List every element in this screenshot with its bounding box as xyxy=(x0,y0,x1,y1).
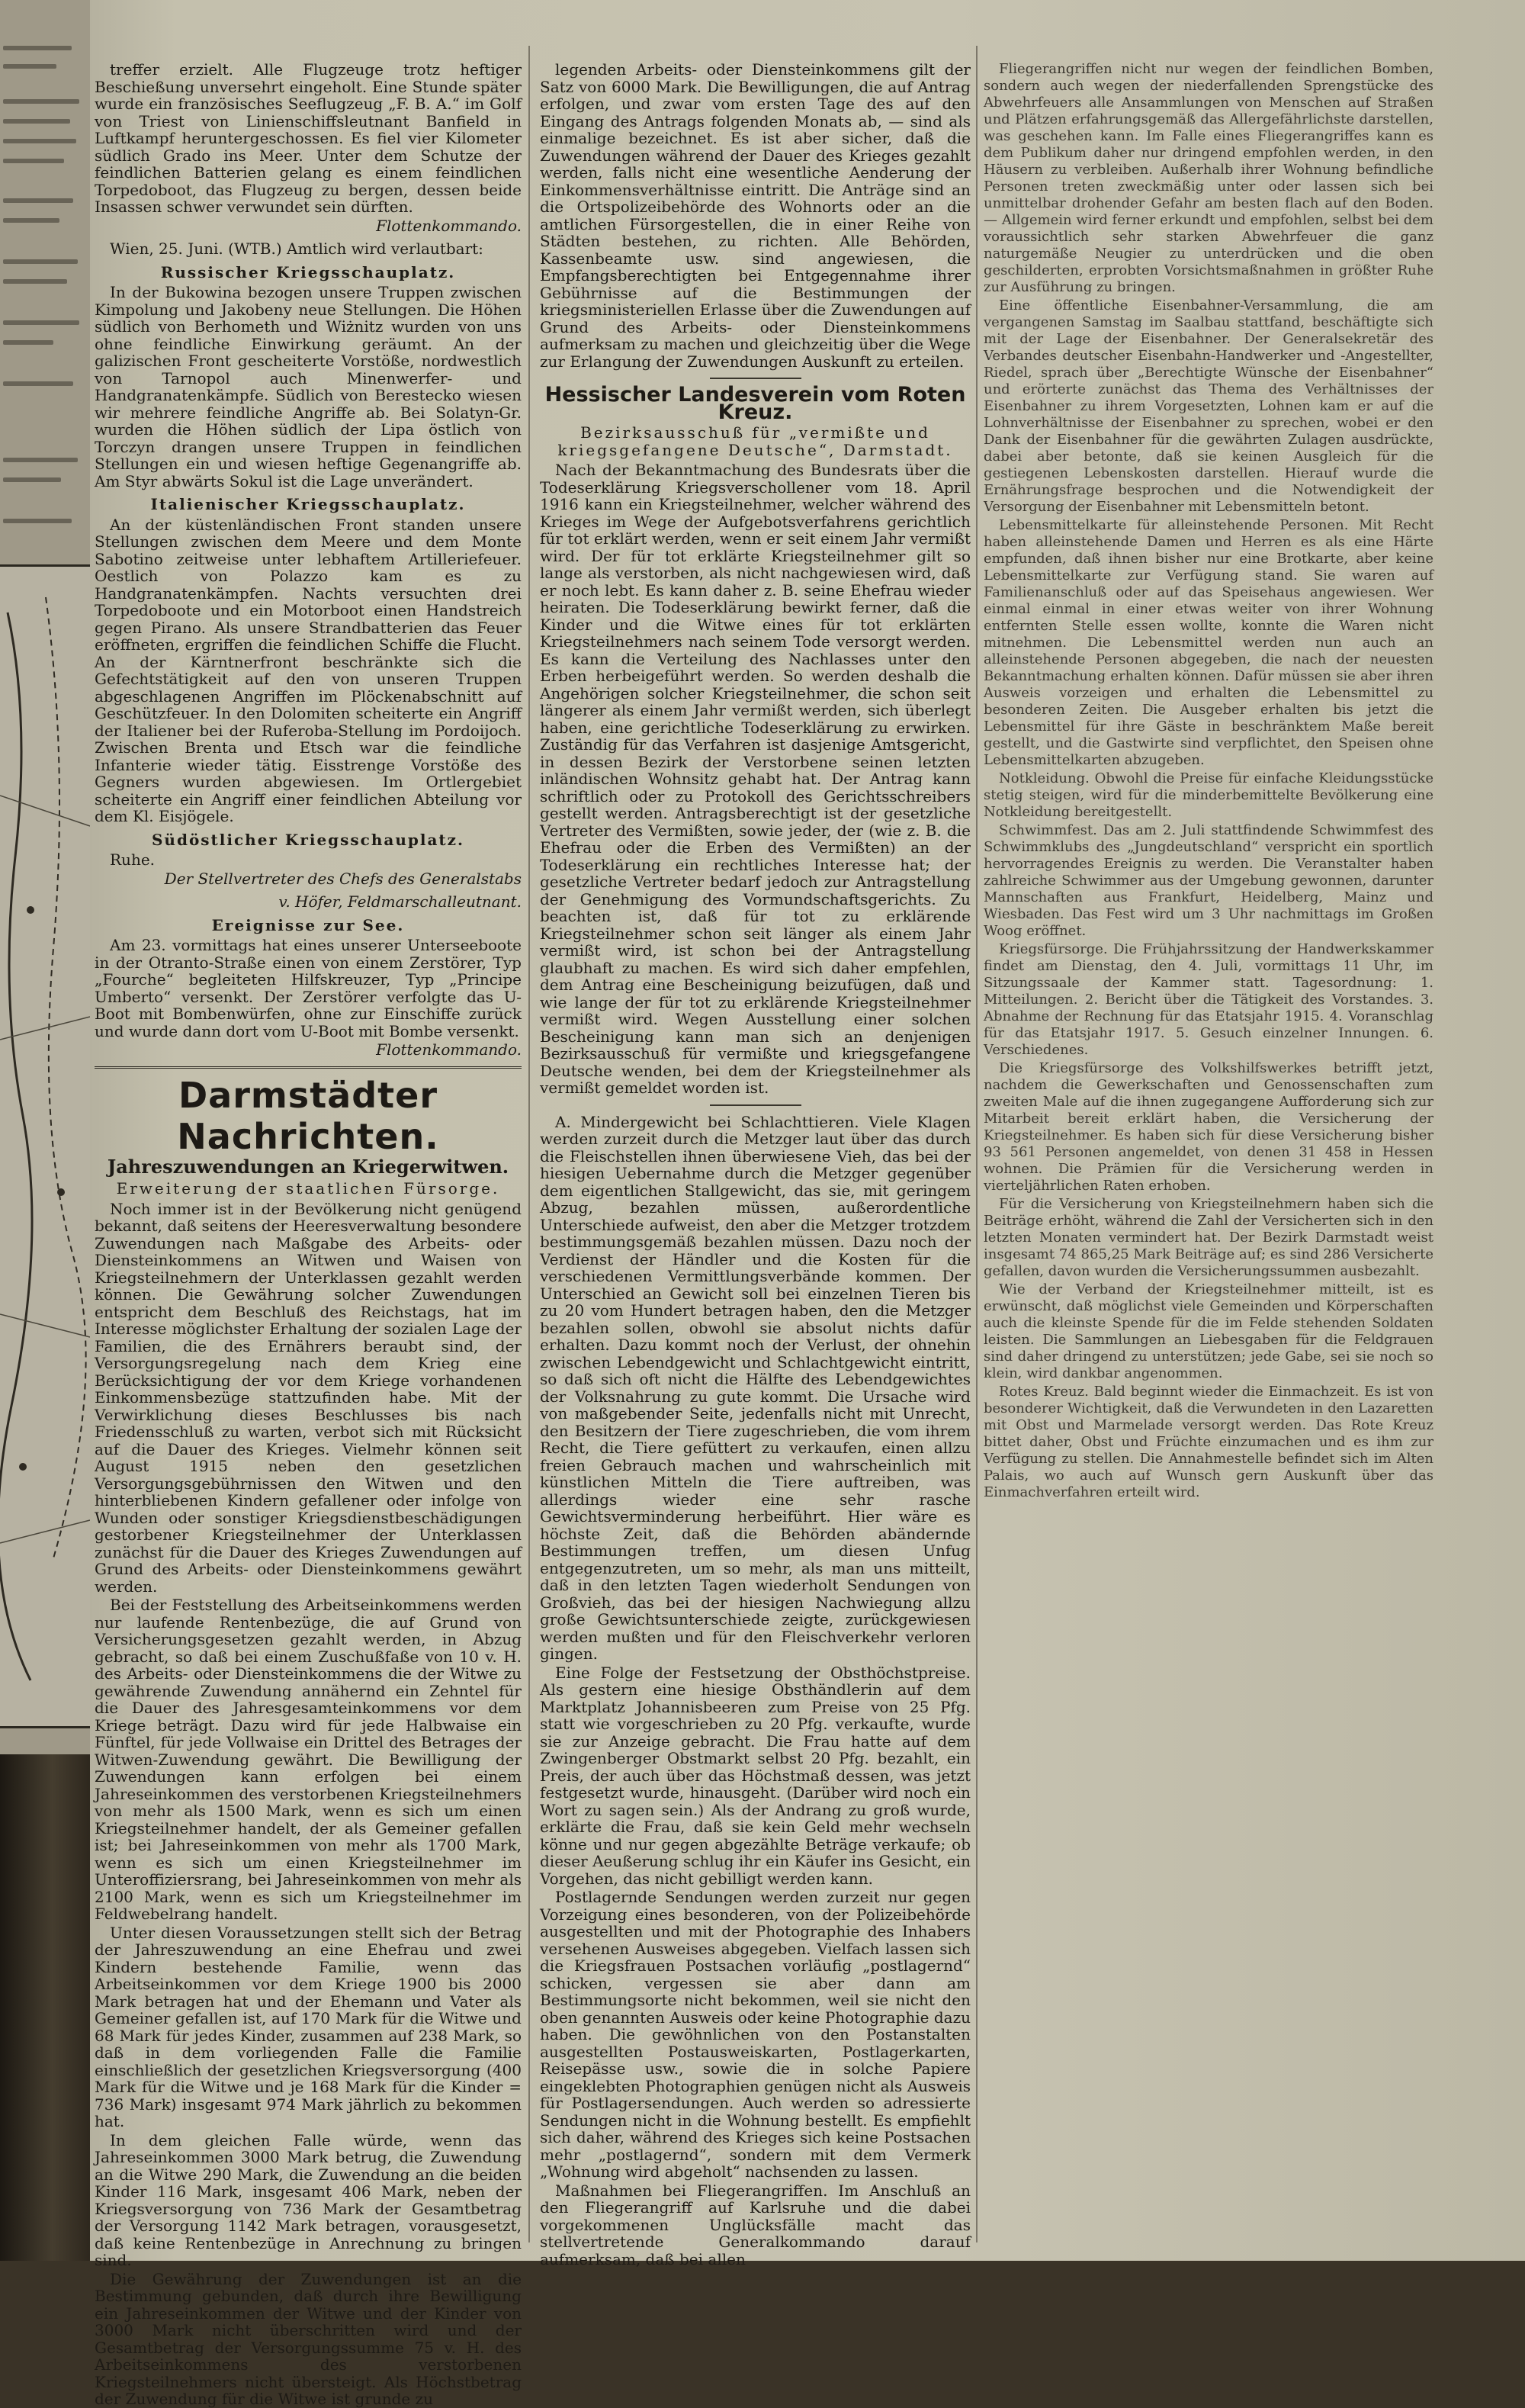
news-item: Eine Folge der Festsetzung der Obsthöchstpreise. Als gestern eine hiesige Obsthändlerin auf dem Marktplatz Johannisbeeren zum Preise von 25 Pfg. statt wie vorgeschrieben zu 20 Pfg. verkaufte, wurde sie zur Anzeige gebracht. Die Frau hatte auf dem Zwingenberger Obstmarkt selbst 20 Pfg. bezahlt, ein Preis, der auch über das Höchstmaß dessen, was jetzt festgesetzt wurde, hinausgeht. (Darüber wird noch ein Wort zu sagen sein.) Als der Andrang zu groß wurde, erklärte die Frau, daß sie kein Geld mehr wechseln könne und nur gegen abgezählte Beträge verkaufe; ob dieser Aeußerung schlug ihr ein Käufer ins Gesicht, ein Vorgehen, das nicht gebilligt werden kann. xyxy=(540,1663,971,1888)
article-paragraph: Nach der Bekanntmachung des Bundesrats über die Todeserklärung Kriegsverschollener vom 18. April 1916 kann ein Kriegsteilnehmer, welcher während des Krieges im Wege der Aufgebotsverfahrens gerichtlich für tot erklärt werden, wenn er seit einem Jahr vermißt wird. Der für tot erklärte Kriegsteilnehmer gilt so lange als verstorben, als nicht nachgewiesen wird, daß er noch lebt. Es kann daher z. B. seine Ehefrau wieder heiraten. Die Todeserklärung bewirkt ferner, daß die Kinder und die Witwe eines für tot erklärten Kriegsteilnehmers nach seinem Tode versorgt werden. Es kann die Verteilung des Nachlasses unter den Erben herbeigeführt werden. So werden deshalb die Angehörigen solcher Kriegsteilnehmer, die schon seit längerer als einem Jahr vermißt werden, sich überlegt haben, eine gerichtliche Todeserklärung zu erwirken. Zuständig für das Verfahren ist dasjenige Amtsgericht, in dessen Bezirk der Verstorbene seinen letzten inländischen Wohnsitz gehabt hat. Der Antrag kann schriftlich oder zu Protokoll des Gerichtsschreibers gestellt werden. Antragsberechtigt ist der gesetzliche Vertreter des Vermißten, sowie jeder, der (wie z. B. die Ehefrau oder die Erben des Vermißten) an der Todeserklärung ein rechtliches Interesse hat; der gesetzliche Vertreter bedarf jedoch zur Antragstellung der Genehmigung des Vormundschaftsgerichts. Zu beachten ist, daß für tot zu erklärende Kriegsteilnehmer schon seit länger als einem Jahr vermißt wird, ist schon bei der Antragstellung glaubhaft zu machen. Es wird sich daher empfehlen, dem Antrag eine Bescheinigung beizufügen, daß und wie lange der für tot zu erklärende Kriegsteilnehmer vermißt wird. Wegen Ausstellung einer solchen Bescheinigung kann man sich an denjenigen Bezirksausschuß für vermißte und kriegsgefangene Deutsche wenden, bei dem der Kriegsteilnehmer als vermißt gemeldet worden ist. xyxy=(540,461,971,1097)
report-text: In der Bukowina bezogen unsere Truppen zwischen Kimpolung und Jakobeny neue Stellungen. Die Höhen südlich von Berhometh und Wiżnitz wurden von uns ohne feindliche Einwirkung geräumt. An der galizischen Front gescheiterte Vorstöße, nordwestlich von Tarnopol auch Minenwerfer- und Handgranatenkämpfe. Südlich von Berestecko wiesen wir mehrere feindliche Angriffe ab. Bei Solatyn-Gr. wurden die Höhen südlich der Lipa östlich von Torczyn drangen unsere Truppen in feindlichen Stellungen ein und wiesen heftige Gegenangriffe ab. Am Styr abwärts Sokul ist die Lage unverändert. xyxy=(95,283,522,490)
article-title: Jahreszuwendungen an Kriegerwitwen. xyxy=(107,1155,509,1178)
column-rule xyxy=(528,46,530,2242)
news-item: Lebensmittelkarte für alleinstehende Personen. Mit Recht haben alleinstehende Damen und Herren es als eine Härte empfunden, daß ihnen bisher nur eine Brotkarte, aber keine Lebensmittelkarte zur Verfügung stand. Sie waren auf Familienanschluß oder auf das Speisehaus angewiesen. Wer einmal einmal in einer etwas weiter von ihrer Wohnung entfernten Stelle essen wollte, konnte die Waren nicht mitnehmen. Die Lebensmittel werden nun auch an alleinstehende Personen abgegeben, die nach der neuesten Bekanntmachung erhalten können. Dafür müssen sie aber ihren Ausweis vorzeigen und erhalten die Lebensmittel zu besonderen Zeiten. Die Ausgeber erhalten bis jetzt die Lebensmittel für ihre Gäste in beschränktem Maße bereit gestellt, und die Gastwirte sind verpflichtet, den Speisen ohne Lebensmittelkarten abzugeben. xyxy=(984,517,1434,768)
article-paragraph: Die Gewährung der Zuwendungen ist an die Bestimmung gebunden, daß durch ihre Bewilligung ein Jahreseinkommen der Witwe und der Kinder von 3000 Mark nicht überschritten wird und der Gesamtbetrag der Versorgungssumme 75 v. H. des Arbeitseinkommens des verstorbenen Kriegsteilnehmers nicht übersteigt. Als Höchstbetrag der Zuwendung für die Witwe ist grunde zu xyxy=(95,2269,522,2408)
section-heading: Italienischer Kriegsschauplatz. xyxy=(150,495,466,513)
column-2 xyxy=(540,60,971,2268)
report-text: treffer erzielt. Alle Flugzeuge trotz heftiger Beschießung unversehrt eingeholt. Eine Stunde später wurde ein französisches Seeflugzeug „F. B. A.“ im Golf von Triest von Linienschiffsleutnant Banfield in Luftkampf heruntergeschossen. Es fiel vier Kilometer südlich Grado ins Meer. Unter dem Schutze der feindlichen Batterien gelang es einem feindlichen Torpedoboot, das Flugzeug zu bergen, dessen beide Insassen schwer verwundet sein dürften. xyxy=(95,60,522,216)
news-item: Wie der Verband der Kriegsteilnehmer mitteilt, ist es erwünscht, daß möglichst viele Gemeinden und Körperschaften auch die kleinste Spende für die im Felde stehenden Soldaten leisten. Die Sammlungen an Liebesgaben für die Feldgrauen sind daher dringend zu unterstützen; jede Gabe, sei sie noch so klein, wird dankbar angenommen. xyxy=(984,1281,1434,1381)
dateline: Wien, 25. Juni. (WTB.) Amtlich wird verlautbart: xyxy=(110,240,483,258)
section-heading: Südöstlicher Kriegsschauplatz. xyxy=(151,830,464,849)
article-paragraph: Bei der Feststellung des Arbeitseinkommens werden nur laufende Rentenbezüge, die auf Grund von Versicherungsgesetzen gezahlt werden, in Abzug gebracht, so daß bei einem Zuschußfaße von 10 v. H. des Arbeits- oder Diensteinkommens die der Witwe zu gewährende Zuwendung annähernd ein Zehntel für die Dauer des Jahresgesamteinkommens vor dem Kriege beträgt. Dazu wird für jede Halbwaise ein Fünftel, für jede Vollwaise ein Drittel des Betrages der Witwen-Zuwendung gewährt. Die Bewilligung der Zuwendungen kann erfolgen bei einem Jahreseinkommen des verstorbenen Kriegsteilnehmers von mehr als 1500 Mark, wenn es sich um einen Kriegsteilnehmer handelt, der als Gemeiner gefallen ist; bei Jahreseinkommen von mehr als 1700 Mark, wenn es sich um einen Kriegsteilnehmer im Unteroffiziersrang, bei Jahreseinkommen von mehr als 2100 Mark, wenn es sich um Kriegsteilnehmer im Feldwebelrang handelt. xyxy=(95,1596,522,1923)
article-paragraph: Unter diesen Voraussetzungen stellt sich der Betrag der Jahreszuwendung an eine Ehefrau und zwei Kindern bestehende Familie, wenn das Arbeitseinkommen vor dem Kriege 1900 bis 2000 Mark betragen hat und der Ehemann und Vater als Gemeiner gefallen ist, auf 170 Mark für die Witwe und 68 Mark für jedes Kinder, zusammen auf 238 Mark, so daß in dem vorliegenden Falle die Familie einschließlich der gesetzlichen Kriegsversorgung (400 Mark für die Witwe und je 168 Mark für die Kinder = 736 Mark) insgesamt 974 Mark jährlich zu bekommen hat. xyxy=(95,1923,522,2130)
column-1 xyxy=(95,60,522,2408)
signature: Flottenkommando. xyxy=(376,216,522,235)
masthead: Darmstädter Nachrichten. xyxy=(177,1074,439,1157)
news-item: Postlagernde Sendungen werden zurzeit nur gegen Vorzeigung eines besonderen, von der Polizeibehörde ausgestellten und mit der Photographie des Inhabers versehenen Ausweises abgegeben. Vielfach lassen sich die Kriegsfrauen Postsachen vorläufig „postlagernd“ schicken, vergessen sie aber dann am Bestimmungsorte nicht bekommen, weil sie nicht den oben genannten Ausweis oder keine Photographie dazu haben. Die gewöhnlichen von den Postanstalten ausgestellten Postausweiskarten, Postlagerkarten, Reisepässe usw., sowie die in solche Papiere eingeklebten Photographien genügen nicht als Ausweis für Postlagersendungen. Auch werden so adressierte Sendungen nicht in die Wohnung bestellt. Es empfiehlt sich daher, während des Krieges sich keine Postsachen mehr „postlagernd“, sondern mit dem Vermerk „Wohnung wird abgeholt“ nachsenden zu lassen. xyxy=(540,1888,971,2181)
news-item: Fliegerangriffen nicht nur wegen der feindlichen Bomben, sondern auch wegen der niederfallenden Sprengstücke des Abwehrfeuers alle Ansammlungen von Menschen auf Straßen und Plätzen erfahrungsgemäß das Allergefährlichste darstellen, was geschehen kann. Im Falle eines Fliegerangriffes kann es dem Publikum daher nur dringend empfohlen werden, in den Häusern zu verbleiben. Außerhalb ihrer Wohnung befindliche Personen treten zweckmäßig unter oder lassen sich bei unmittelbar drohender Gefahr am besten flach auf den Boden. — Allgemein wird ferner erkundt und empfohlen, selbst bei dem voraussichtlich sehr starken Abwehrfeuer die ganz naturgemäße Neugier zu unterdrücken und die oben geschilderten, erprobten Vorsichtsmaßnahmen in größter Ruhe zur Ausführung zu bringen. xyxy=(984,61,1434,295)
signature: v. Höfer, Feldmarschalleutnant. xyxy=(278,892,522,911)
divider xyxy=(710,378,801,379)
report-text: An der küstenländischen Front standen unsere Stellungen zwischen dem Meere und dem Monte Sabotino zeitweise unter lebhaftem Artilleriefeuer. Oestlich von Polazzo kam es zu Handgranatenkämpfen. Nachts versuchten drei Torpedoboote und ein Motorboot einen Handstreich gegen Pirano. Als unsere Strandbatterien das Feuer eröffneten, ergriffen die feindlichen Schiffe die Flucht. An der Kärntnerfront beschränkte sich die Gefechtstätigkeit auf den von unseren Truppen abgeschlagenen Angriffen im Plöckenabschnitt auf Geschützfeuer. In den Dolomiten scheiterte ein Angriff der Italiener bei der Ruferoba-Stellung im Pordoijoch. Zwischen Brenta und Etsch war die feindliche Infanterie wieder tätig. Eisstrenge Vorstöße des Gegners wurden abgewiesen. Im Ortlergebiet scheiterte ein Angriff einer feindlichen Abteilung vor dem Kl. Eisjögele. xyxy=(95,515,522,825)
report-text: Ruhe. xyxy=(110,850,156,869)
signature: Flottenkommando. xyxy=(376,1040,522,1059)
section-heading: Ereignisse zur See. xyxy=(211,915,405,934)
article-paragraph: legenden Arbeits- oder Diensteinkommens gilt der Satz von 6000 Mark. Die Bewilligungen, die auf Antrag erfolgen, und zwar vom ersten Tage des auf den Eingang des Antrags folgenden Monats ab, — sind als einmalige bezeichnet. Es ist aber sicher, daß die Zuwendungen während der Dauer des Krieges gezahlt werden, falls nicht eine wesentliche Aenderung der Einkommensverhältnisse eintritt. Die Anträge sind an die Ortspolizeibehörde des Wohnorts oder an die amtlichen Fürsorgestellen, die in einer Reihe von Städten bestehen, zu richten. Alle Behörden, Kassenbeamte usw. sind angewiesen, die Empfangsberechtigten bei Entgegennahme ihrer Gebührnisse auf die Bestimmungen der kriegsministeriellen Erlasse über die Zuwendungen auf Grund des Arbeits- oder Diensteinkommens aufmerksam zu machen und gleichzeitig über die Wege zur Erlangung der Zuwendungen Auskunft zu erteilen. xyxy=(540,60,971,371)
news-item: A. Mindergewicht bei Schlachttieren. Viele Klagen werden zurzeit durch die Metzger laut über das durch die Fleischstellen ihnen überwiesene Vieh, das bei der hiesigen Uebernahme durch die Metzger gegenüber dem eigentlichen Stallgewicht, das sie, mit geringem Abzug, bezahlen müssen, außerordentliche Unterschiede aufweist, den aber die Metzger trotzdem bestimmungsgemäß bezahlen müssen. Dazu noch der Verdienst der Händler und die Kosten für die verschiedenen Vermittlungsverbände kommen. Der Unterschied an Gewicht soll bei einzelnen Tieren bis zu 20 vom Hundert betragen haben, den die Metzger bezahlen sollen, obwohl sie absolut nichts dafür erhalten. Dazu kommt noch der Verlust, der ohnehin zwischen Lebendgewicht und Schlachtgewicht eintritt, so daß sich oft nicht die Hälfte des Lebendgewichtes der Volksnahrung zu gute kommt. Die Ursache wird von maßgebender Seite, jedenfalls nicht mit Unrecht, den Besitzern der Tiere zugeschrieben, die vom ihrem Recht, die Tiere gefüttert zu verkaufen, einen allzu freien Gebrauch machen und wahrscheinlich mit künstlichen Mitteln die Tiere auftreiben, was allerdings wieder eine sehr rasche Gewichtsverminderung herbeiführt. Hier wäre es höchste Zeit, daß die Behörden abändernde Bestimmungen treffen, um diesen Unfug entgegenzutreten, um so mehr, als man uns mitteilt, daß in den letzten Tagen wiederholt Sendungen von Großvieh, das bei der hiesigen Nachwiegung allzu große Gewichtsunterschiede zeigte, zurückgewiesen werden mußten und für den Fleischverkehr verloren gingen. xyxy=(540,1112,971,1663)
divider xyxy=(710,1104,801,1106)
article-paragraph: In dem gleichen Falle würde, wenn das Jahreseinkommen 3000 Mark betrug, die Zuwendung an die Witwe 290 Mark, die Zuwendung an die beiden Kinder 116 Mark, insgesamt 406 Mark, neben der Kriegsversorgung von 736 Mark der Gesamtbetrag der Versorgung 1142 Mark betragen, vorausgesetzt, daß keine Rentenbezüge in Anrechnung zu bringen sind. xyxy=(95,2130,522,2269)
column-rule xyxy=(976,46,978,2242)
signature: Der Stellvertreter des Chefs des Generalstabs xyxy=(164,869,522,888)
news-item: Notkleidung. Obwohl die Preise für einfache Kleidungsstücke stetig steigen, wird für die minderbemittelte Bevölkerung eine Notkleidung bereitgestellt. xyxy=(984,770,1434,820)
article-subtitle: Bezirksausschuß für „vermißte und kriegsgefangene Deutsche“, Darmstadt. xyxy=(557,423,953,459)
map-fragment-icon xyxy=(0,564,90,1728)
divider xyxy=(95,1066,522,1069)
article-paragraph: Noch immer ist in der Bevölkerung nicht genügend bekannt, daß seitens der Heeresverwaltung besondere Zuwendungen nach Maßgabe des Arbeits- oder Diensteinkommens an Witwen und Waisen von Kriegsteilnehmern der Unterklassen gezahlt werden können. Die Gewährung solcher Zuwendungen entspricht dem Beschluß des Reichstags, hat im Interesse möglichster Erhaltung der sozialen Lage der Familien, die des Ernährers beraubt sind, der Versorgungsregelung nach dem Krieg eine Berücksichtigung der vor dem Kriege vorhandenen Einkommensbezüge stattzufinden habe. Mit der Verwirklichung dieses Beschlusses bis nach Friedensschluß zu warten, verbot sich mit Rücksicht auf die Dauer des Krieges. Vielmehr können seit August 1915 neben den gesetzlichen Versorgungsgebührnissen den Witwen und den hinterbliebenen Kindern gefallener oder infolge von Wunden oder sonstiger Kriegsdienstbeschädigungen gestorbener Kriegsteilnehmer der Unterklassen zunächst für die Dauer des Krieges Zuwendungen auf Grund des Arbeits- oder Diensteinkommens gewährt werden. xyxy=(95,1199,522,1596)
section-heading: Russischer Kriegsschauplatz. xyxy=(160,262,456,281)
news-item: Eine öffentliche Eisenbahner-Versammlung, die am vergangenen Samstag im Saalbau stattfand, beschäftigte sich mit der Lage der Eisenbahner. Der Generalsekretär des Verbandes deutscher Eisenbahn-Handwerker und -Angestellter, Riedel, sprach über „Berechtigte Wünsche der Eisenbahner“ und erörterte zunächst das Thema des Verhältnisses der Eisenbahner zu ihrem Vorgesetzten, Lohnen kam er auf die Lohnverhältnisse der Eisenbahner zu sprechen, wobei er den Dank der Eisenbahner für die gewährten Zulagen ausdrückte, dabei aber betonte, daß sie keinen Ausgleich für die gestiegenen Lebenskosten darstellen. Hierauf wurde die Ernährungsfrage besprochen und die Notwendigkeit der Versorgung der Eisenbahner mit Lebensmitteln betont. xyxy=(984,297,1434,515)
news-item: Für die Versicherung von Kriegsteilnehmern haben sich die Beiträge erhöht, während die Zahl der Versicherten sich in den letzten Monaten vermindert hat. Der Bezirk Darmstadt weist insgesamt 74 865,25 Mark Beiträge auf; es sind 286 Versicherte gefallen, davon wurden die Versicherungssummen ausbezahlt. xyxy=(984,1196,1434,1279)
news-item: Kriegsfürsorge. Die Frühjahrssitzung der Handwerkskammer findet am Dienstag, den 4. Juli, vormittags 11 Uhr, im Sitzungssaale der Kammer statt. Tagesordnung: 1. Mitteilungen. 2. Bericht über die Tätigkeit des Vorstandes. 3. Abnahme der Rechnung für das Etatsjahr 1915. 4. Voranschlag für das Etatsjahr 1917. 5. Gesuch einzelner Innungen. 6. Verschiedenes. xyxy=(984,941,1434,1058)
article-title: Hessischer Landesverein vom Roten Kreuz. xyxy=(544,383,966,424)
news-item: Schwimmfest. Das am 2. Juli stattfindende Schwimmfest des Schwimmklubs des „Jungdeutschland“ verspricht ein sportlich hervorragendes Ereignis zu werden. Die Veranstalter haben zahlreiche Schwimmer aus der Umgebung gewonnen, darunter Mannschaften aus Frankfurt, Heidelberg, Mainz und Wiesbaden. Das Fest wird um 3 Uhr nachmittags im Großen Woog eröffnet. xyxy=(984,822,1434,939)
column-3 xyxy=(984,61,1434,2242)
previous-page-edge xyxy=(0,0,90,1754)
news-item: Die Kriegsfürsorge des Volkshilfswerkes betrifft jetzt, nachdem die Gewerkschaften und Genossenschaften zum zweiten Male auf die ihnen zugegangene Aufforderung sich zur Mitarbeit bereit erklärt haben, die Versicherung der Kriegsteilnehmer. Es haben sich für diese Versicherung bisher 93 561 Personen angemeldet, von denen 31 458 in Hessen wohnen. Die Prämien für die Versicherung werden in vierteljährlichen Raten erhoben. xyxy=(984,1060,1434,1194)
article-subtitle: Erweiterung der staatlichen Fürsorge. xyxy=(116,1179,500,1198)
newspaper-page xyxy=(90,0,1525,2408)
news-item: Rotes Kreuz. Bald beginnt wieder die Einmachzeit. Es ist von besonderer Wichtigkeit, daß die Verwundeten in den Lazaretten mit Obst und Marmelade versorgt werden. Das Rote Kreuz bittet daher, Obst und Früchte einzumachen und es ihm zur Verfügung zu stellen. Die Annahmestelle befindet sich im Alten Palais, wo auch auf Wunsch gern Auskunft über das Einmachverfahren erteilt wird. xyxy=(984,1384,1434,1500)
news-item: Maßnahmen bei Fliegerangriffen. Im Anschluß an den Fliegerangriff auf Karlsruhe und die dabei vorgekommenen Unglücksfälle macht das stellvertretende Generalkommando darauf aufmerksam, daß bei allen xyxy=(540,2181,971,2268)
report-text: Am 23. vormittags hat eines unserer Unterseeboote in der Otranto-Straße einen von einem Zerstörer, Typ „Fourche“ begleiteten Hilfskreuzer, Typ „Principe Umberto“ versenkt. Der Zerstörer verfolgte das U-Boot mit Bombenwürfen, ohne zur Einschiffe zurück und wurde dann dort vom U-Boot mit Bombe versenkt. xyxy=(95,936,522,1040)
